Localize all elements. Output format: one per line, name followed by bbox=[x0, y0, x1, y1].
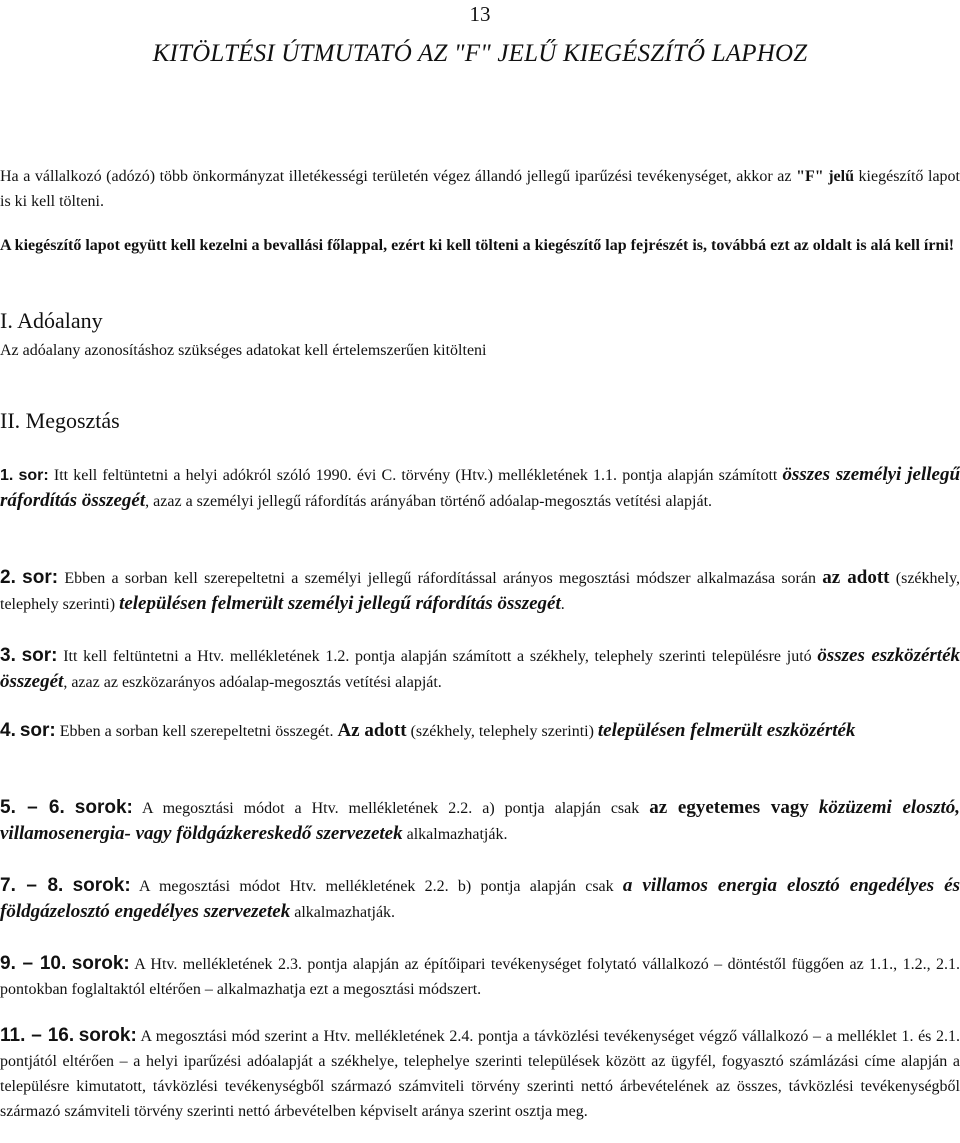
row-2-instruction: 2. sor: Ebben a sorban kell szerepeltetni a személyi jellegű ráfordítással arányos megosztási módszer alkalmazása során az adott (székhely, telephely szerinti) településen felmerült személyi jellegű ráfordítás összegét. bbox=[0, 567, 960, 614]
section-heading-adoalany: I. Adóalany bbox=[0, 308, 103, 333]
row-11-16-instruction: 11. – 16. sorok: A megosztási mód szerint a Htv. mellékletének 2.4. pontja a távközlési tevékenységet végző vállalkozó – a melléklet 1. és 2.1. pontjától eltérően – a helyi iparűzési adóalapját a székhelye, telephelye szerinti települések között az ügyfél, fogyasztó számlázási címe alapján a településre kimutatott, távközlési tevékenységből származó számviteli törvény szerinti nettó árbevételének az összes, távközlési tevékenységből származó számviteli törvény szerinti nettó árbevételben képviselt aránya szerint osztja meg. bbox=[0, 1025, 960, 1120]
section-megosztas bbox=[0, 408, 960, 434]
intro-paragraph: Ha a vállalkozó (adózó) több önkormányzat illetékességi területén végez állandó jellegű iparűzési tevékenységet, akkor az "F" jelű kiegészítő lapot is ki kell tölteni. bbox=[0, 168, 960, 210]
row-7-8-instruction: 7. – 8. sorok: A megosztási módot Htv. mellékletének 2.2. b) pontja alapján csak a villamos energia elosztó engedélyes és földgázelosztó engedélyes szervezetek alkalmazhatják. bbox=[0, 875, 960, 922]
intro-signature-note: A kiegészítő lapot együtt kell kezelni a bevallási főlappal, ezért ki kell tölteni a kiegészítő lap fejrészét is, továbbá ezt az oldalt is alá kell írni! bbox=[0, 237, 955, 254]
page-number: 13 bbox=[469, 2, 491, 26]
section-adoalany bbox=[0, 308, 960, 363]
page-title: KITÖLTÉSI ÚTMUTATÓ AZ "F" JELŰ KIEGÉSZÍTŐ LAPHOZ bbox=[152, 40, 808, 67]
row-4-instruction: 4. sor: Ebben a sorban kell szerepeltetni összegét. Az adott (székhely, telephely szerinti) településen felmerült eszközérték bbox=[0, 720, 856, 741]
row-9-10-instruction: 9. – 10. sorok: A Htv. mellékletének 2.3. pontja alapján az építőipari tevékenységet folytató vállalkozó – döntéstől függően az 1.1., 1.2., 2.1. pontokban foglaltaktól eltérően – alkalmazhatja ezt a megosztási módszert. bbox=[0, 953, 960, 998]
row-1-instruction: 1. sor: Itt kell feltüntetni a helyi adókról szóló 1990. évi C. törvény (Htv.) mellékletének 1.1. pontja alapján számított összes személyi jellegű ráfordítás összegét, azaz a személyi jellegű ráfordítás arányában történő adóalap-megosztás vetítési alapját. bbox=[0, 464, 960, 511]
row-3-instruction: 3. sor: Itt kell feltüntetni a Htv. mellékletének 1.2. pontja alapján számított a székhely, telephely szerinti településre jutó összes eszközérték összegét, azaz az eszközarányos adóalap-megosztás vetítési alapját. bbox=[0, 645, 960, 692]
section-text-adoalany: Az adóalany azonosításhoz szükséges adatokat kell értelemszerűen kitölteni bbox=[0, 342, 487, 359]
row-5-6-instruction: 5. – 6. sorok: A megosztási módot a Htv. mellékletének 2.2. a) pontja alapján csak az egyetemes vagy közüzemi elosztó, villamosenergia- vagy földgázkereskedő szervezetek alkalmazhatják. bbox=[0, 797, 960, 844]
section-heading-megosztas: II. Megosztás bbox=[0, 408, 120, 433]
